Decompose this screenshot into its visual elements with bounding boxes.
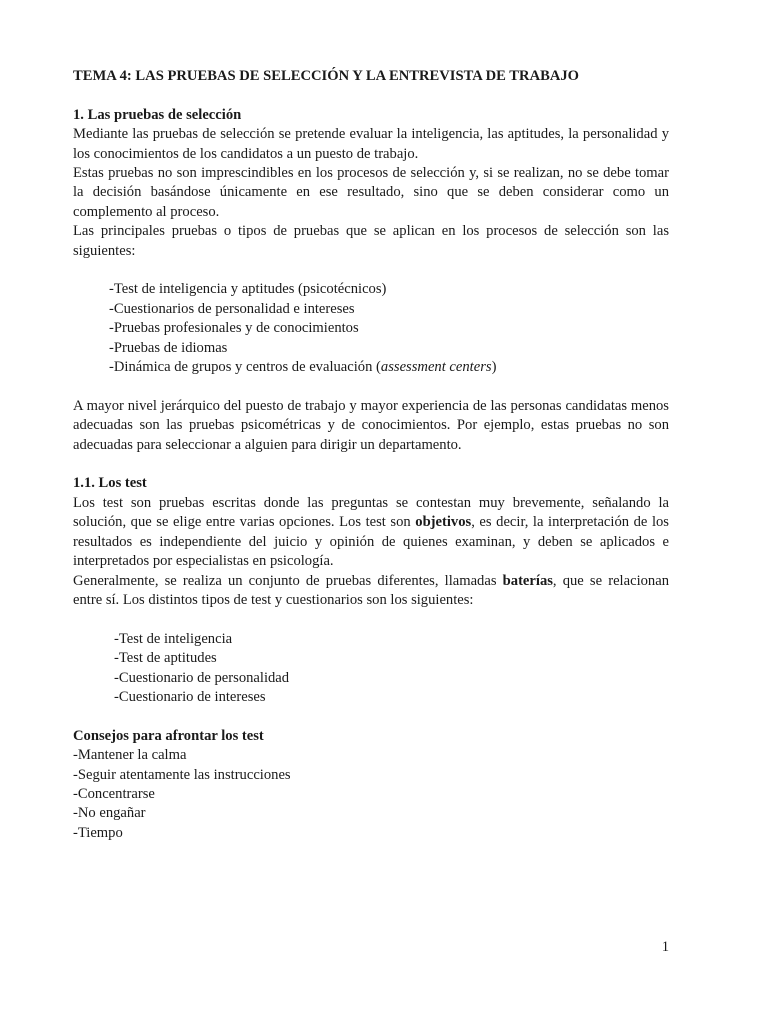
list-item — [109, 358, 669, 377]
list-item: -Seguir atentamente las instrucciones — [73, 766, 291, 783]
list-item: -Pruebas de idiomas — [109, 339, 228, 356]
list-item: -Concentrarse — [73, 785, 155, 802]
list-item: -Mantener la calma — [73, 747, 187, 764]
list-item: -Test de aptitudes — [114, 650, 217, 667]
document-body — [73, 67, 669, 843]
pruebas-list — [73, 280, 669, 377]
paragraph — [73, 572, 669, 611]
list-item-text: ) — [491, 359, 497, 376]
list-item: -Cuestionario de intereses — [114, 688, 266, 705]
spacer — [73, 610, 669, 629]
tips-heading: Consejos para afrontar los test — [73, 727, 264, 744]
bold-term: objetivos — [415, 514, 472, 531]
list-item: -Cuestionario de personalidad — [114, 669, 290, 686]
list-item: -Test de inteligencia y aptitudes (psicotécnicos) — [109, 281, 387, 298]
paragraph: Estas pruebas no son imprescindibles en los procesos de selección y, si se realizan, no se debe tomar la decisión basándose únicamente en ese resultado, sino que se deben considerar como un complemento al proceso. — [73, 165, 669, 220]
paragraph: A mayor nivel jerárquico del puesto de trabajo y mayor experiencia de las personas candidatas menos adecuadas son las pruebas psicométricas y de conocimientos. Por ejemplo, estas pruebas no son adecuadas para seleccionar a alguien para dirigir un departamento. — [73, 397, 669, 453]
page-number: 1 — [661, 939, 669, 955]
bold-term: baterías — [502, 572, 553, 589]
paragraph-text: Los test son pruebas escritas donde las preguntas se contestan muy brevemente, señalando la solución, que se elige entre varias opciones. Los test son — [73, 494, 669, 531]
section-heading-pruebas: 1. Las pruebas de selección — [73, 106, 242, 123]
list-item: -Pruebas profesionales y de conocimientos — [109, 320, 359, 337]
paragraph-text: , que se relacionan entre sí. Los distintos tipos de test y cuestionarios son los siguientes: — [73, 572, 669, 608]
paragraph: Mediante las pruebas de selección se pretende evaluar la inteligencia, las aptitudes, la personalidad y los conocimientos de los candidatos a un puesto de trabajo. — [73, 126, 669, 162]
paragraph-text: Generalmente, se realiza un conjunto de pruebas diferentes, llamadas — [73, 572, 503, 589]
list-item: -No engañar — [73, 805, 146, 822]
spacer — [73, 261, 669, 280]
list-item: -Test de inteligencia — [114, 630, 233, 647]
list-item-italic: assessment centers — [380, 359, 492, 376]
test-types-list — [73, 630, 669, 708]
tips-list — [73, 746, 669, 843]
list-item: -Cuestionarios de personalidad e intereses — [109, 300, 355, 317]
paragraph-text: , es decir, la interpretación de los resultados es independiente del juicio y opinión de quienes examinan, y deben se aplicados e interpretados por especialistas en psicología. — [73, 514, 669, 570]
paragraph — [73, 494, 669, 572]
document-title: TEMA 4: LAS PRUEBAS DE SELECCIÓN Y LA ENTREVISTA DE TRABAJO — [73, 68, 580, 84]
section-heading-test: 1.1. Los test — [73, 475, 147, 492]
spacer — [73, 455, 669, 474]
spacer — [73, 377, 669, 396]
list-item: -Tiempo — [73, 824, 123, 841]
list-item-text: -Dinámica de grupos y centros de evaluación ( — [109, 359, 381, 376]
paragraph: Las principales pruebas o tipos de pruebas que se aplican en los procesos de selección son las siguientes: — [73, 223, 669, 259]
spacer — [73, 707, 669, 726]
